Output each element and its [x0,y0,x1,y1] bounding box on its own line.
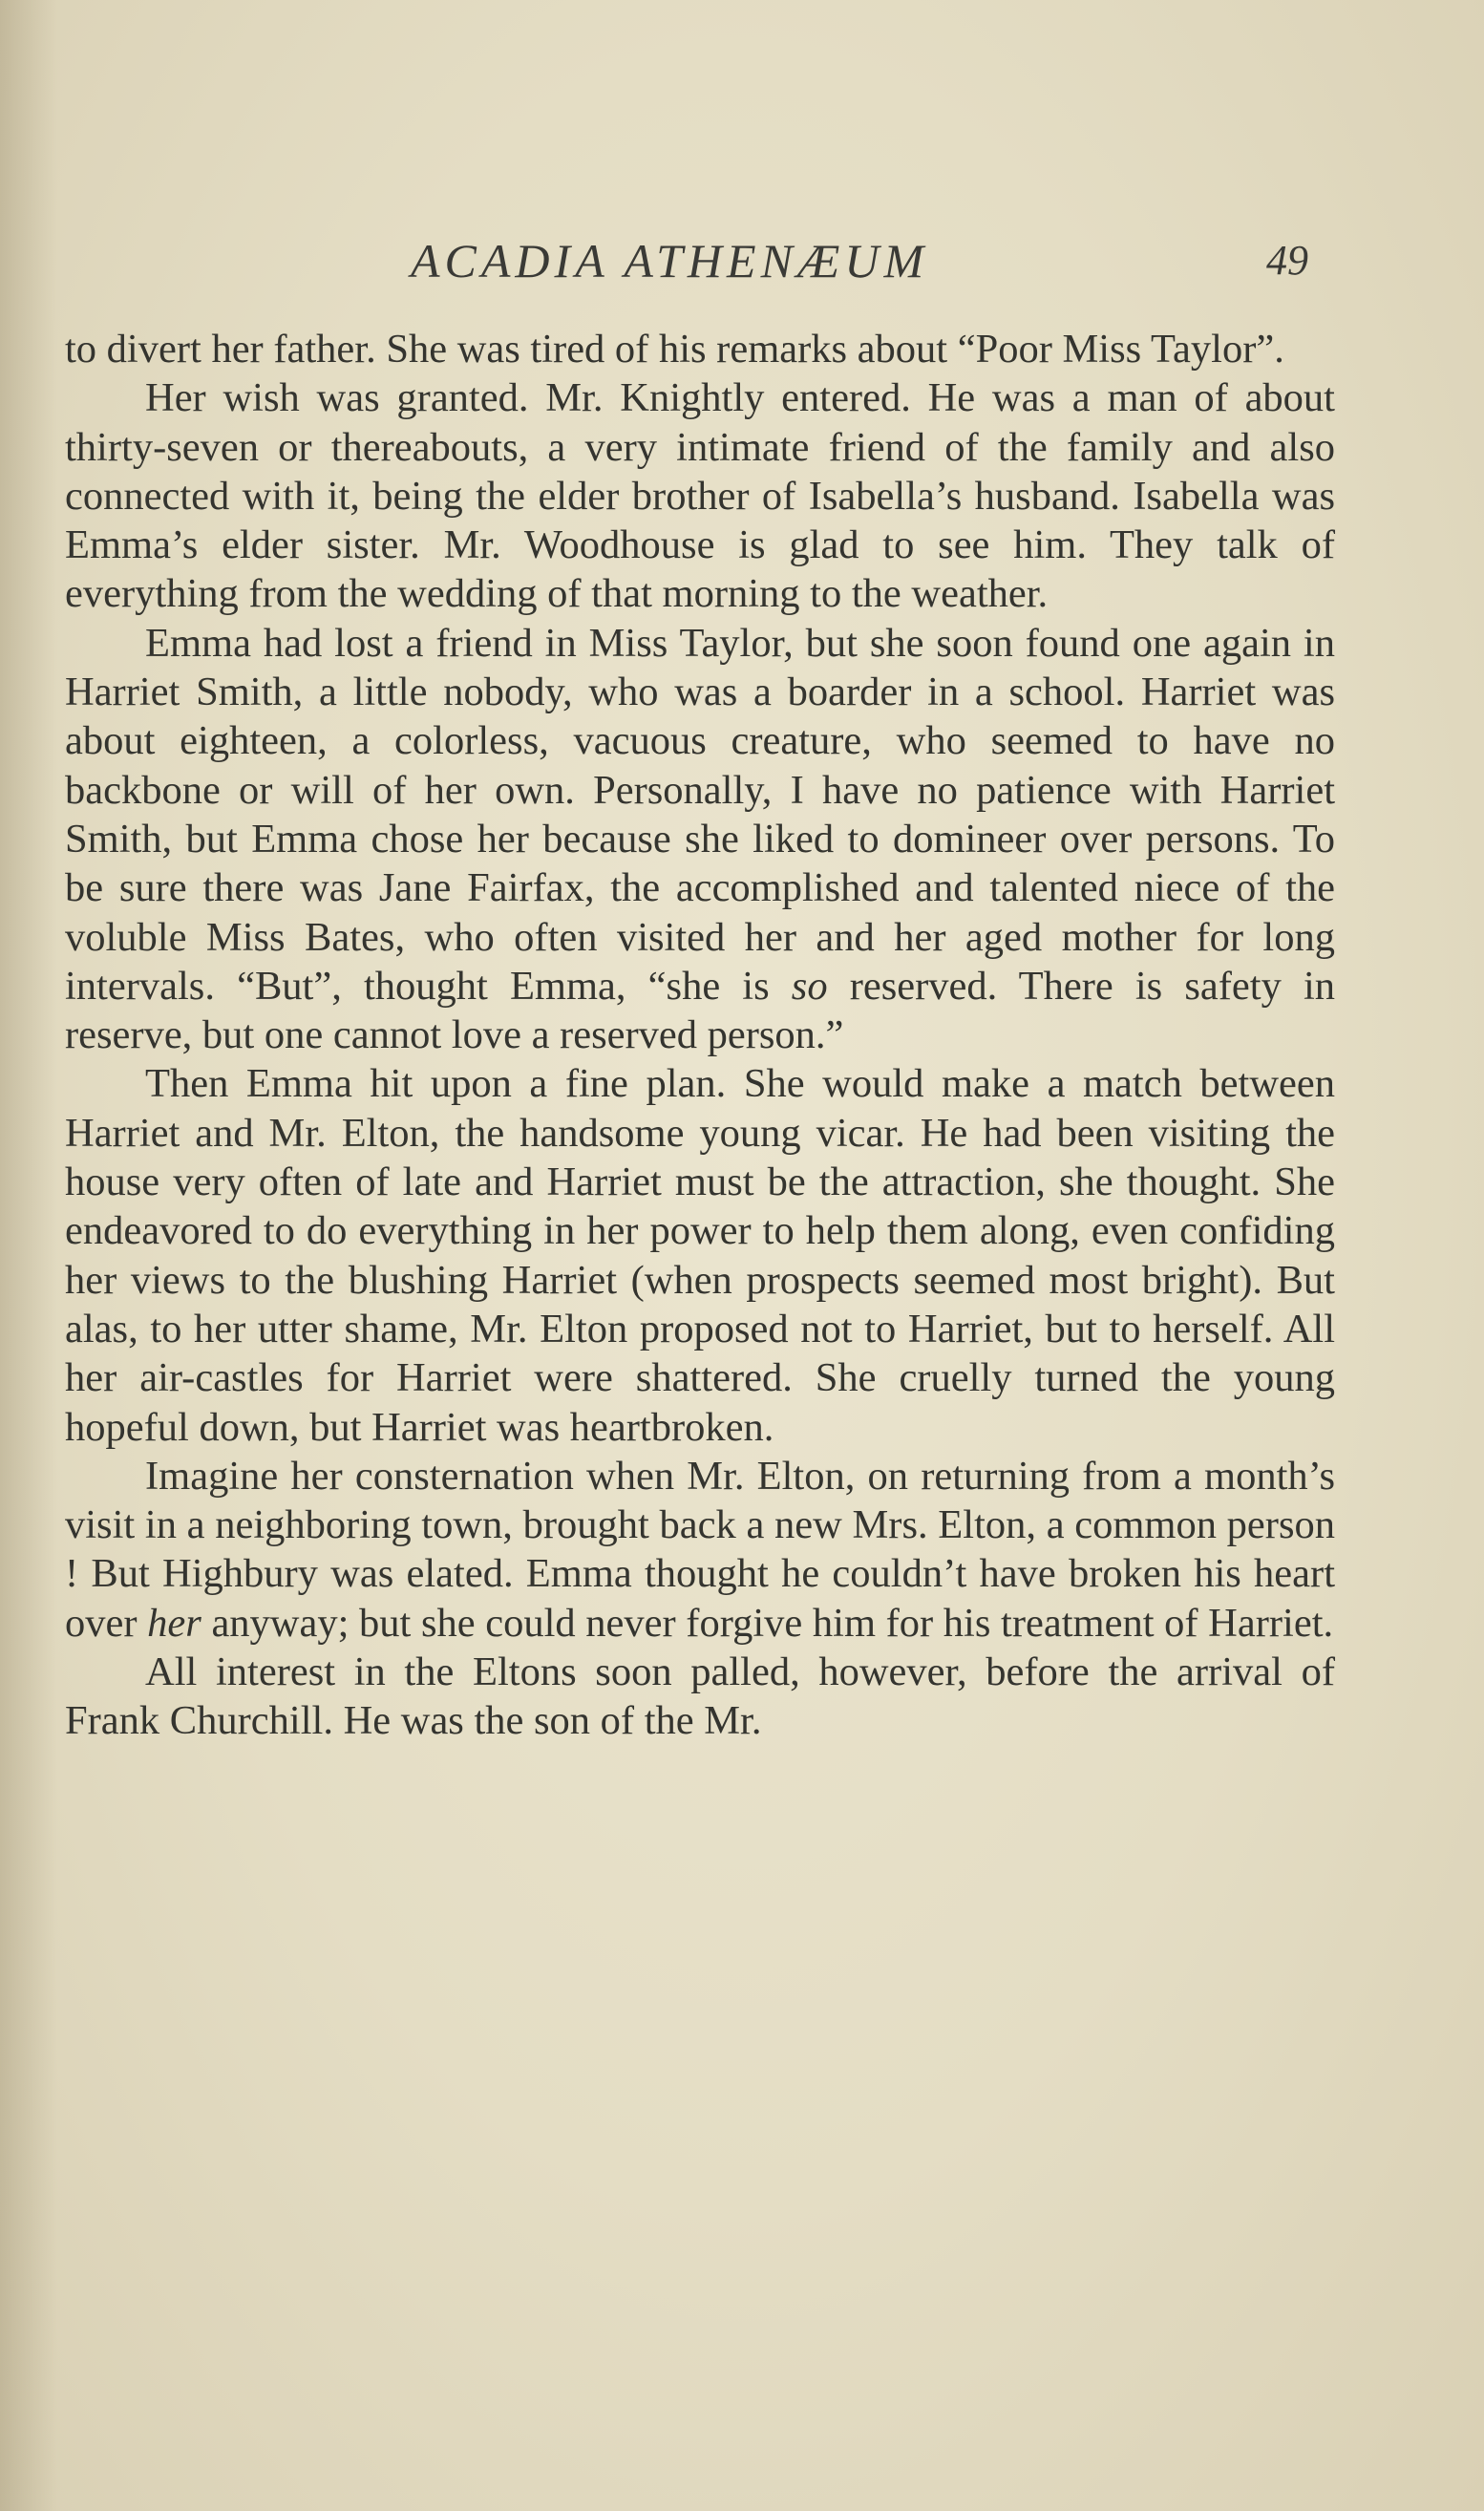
paragraph-1: to divert her father. She was tired of his remarks about “Poor Miss Taylor”. [65,327,1284,372]
paragraph-3-emphasis: so [791,963,828,1009]
paragraph-3-text-a: Emma had lost a friend in Miss Taylor, but she soon found one again in Harriet Smith, a little nobody, who was a boarder in a school. Harriet was about eighteen, a colorless, vacuous creature, who seemed to have no backbone or will of her own. Personally, I have no patience with Harriet Smith, but Emma chose her because she liked to domineer over persons. To be sure there was Jane Fairfax, the accomplished and talented niece of the voluble Miss Bates, who often visited her and her aged mother for long intervals. “But”, thought Emma, “she is [65,620,1335,1009]
running-head: ACADIA ATHENÆUM [411,234,929,287]
page-header [0,227,1484,294]
paragraph-6: All interest in the Eltons soon palled, however, before the arrival of Frank Churchill. He was the son of the Mr. [65,1649,1335,1744]
page-number: 49 [1266,237,1308,284]
paragraph-5-text-a: Imagine her consternation when Mr. Elton, on returning from a month’s visit in a neighboring town, brought back a new Mrs. Elton, a common person ! But Highbury was elated. Emma thought he couldn’t have broken his heart over [65,1453,1335,1646]
paragraph-3 [65,619,1335,1060]
paragraph-5-emphasis: her [147,1600,201,1646]
paragraph-2: Her wish was granted. Mr. Knightly entered. He was a man of about thirty-seven or thereabouts, a very intimate friend of the family and also connected with it, being the elder brother of Isabella’s husband. Isabella was Emma’s elder sister. Mr. Woodhouse is glad to see him. They talk of everything from the wedding of that morning to the weather. [65,375,1335,617]
paragraph-4: Then Emma hit upon a fine plan. She would make a match between Harriet and Mr. Elton, the handsome young vicar. He had been visiting the house very often of late and Harriet must be the attraction, she thought. She endeavored to do everything in her power to help them along, even confiding her views to the blushing Harriet (when prospects seemed most bright). But alas, to her utter shame, Mr. Elton proposed not to Harriet, but to herself. All her air-castles for Harriet were shattered. She cruelly turned the young hopeful down, but Harriet was heartbroken. [65,1061,1335,1450]
paragraph-3-text-b: reserved. There is safety in reserve, but one cannot love a reserved person.” [65,963,1335,1058]
page-gutter-shadow [0,0,57,2511]
paragraph-5 [65,1452,1335,1648]
paragraph-5-text-b: anyway; but she could never forgive him for his treatment of Harriet. [201,1600,1334,1646]
body-text [65,325,1335,1746]
